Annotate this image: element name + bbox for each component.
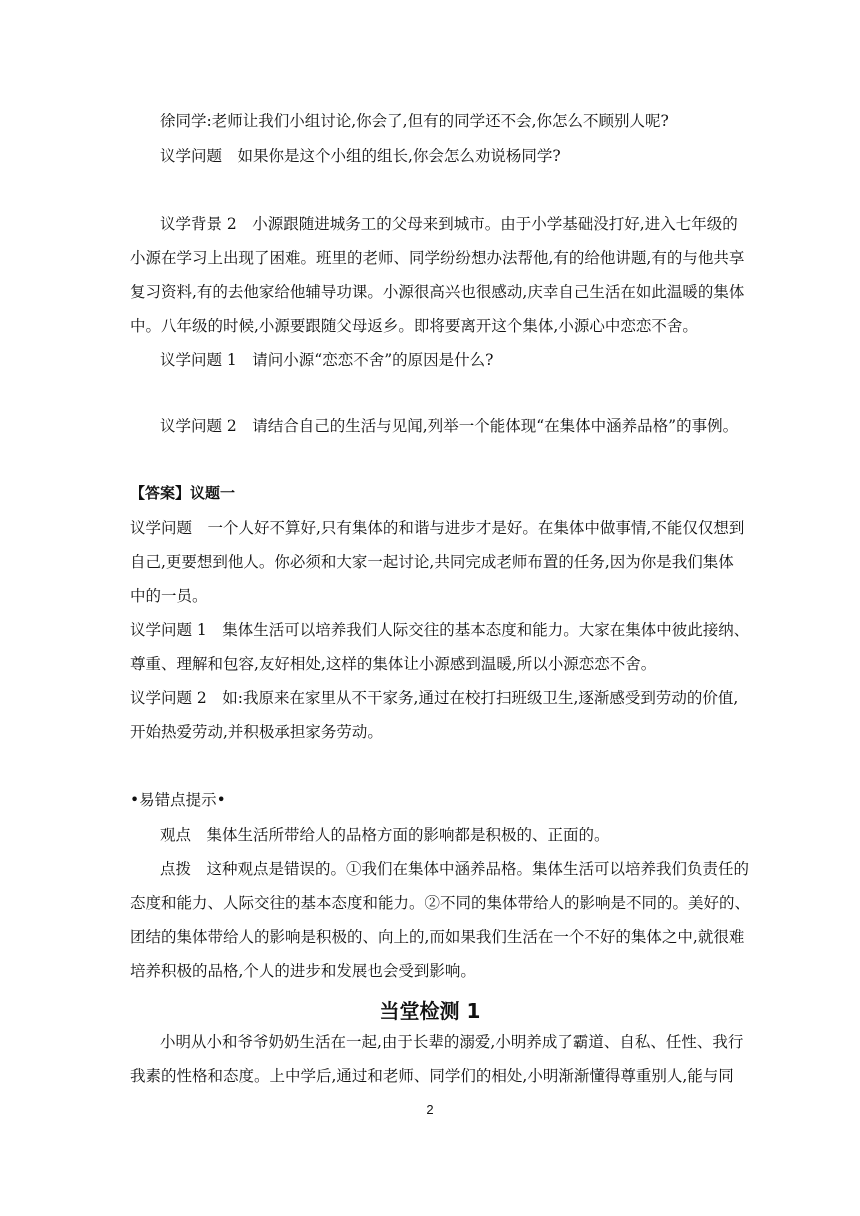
answer-q1-line-1: 议学问题 1 集体生活可以培养我们人际交往的基本态度和能力。大家在集体中彼此接纳、: [130, 621, 750, 639]
background-2-line-4: 中。八年级的时候,小源要跟随父母返乡。即将要离开这个集体,小源心中恋恋不舍。: [130, 317, 698, 335]
analysis-line-2: 态度和能力、人际交往的基本态度和能力。②不同的集体带给人的影响是不同的。美好的、: [130, 894, 751, 912]
answer-q1-line-2: 尊重、理解和包容,友好相处,这样的集体让小源感到温暖,所以小源恋恋不舍。: [130, 655, 657, 673]
answer-q2-line-2: 开始热爱劳动,并积极承担家务劳动。: [130, 723, 383, 741]
answer-q2-line-1: 议学问题 2 如:我原来在家里从不干家务,通过在校打扫班级卫生,逐渐感受到劳动的价值,: [130, 689, 739, 707]
answer-line-3: 中的一员。: [130, 587, 208, 605]
viewpoint: 观点 集体生活所带给人的品格方面的影响都是积极的、正面的。: [160, 826, 610, 844]
question-2: 议学问题 2 请结合自己的生活与见闻,列举一个能体现“在集体中涵养品格”的事例。: [160, 417, 739, 435]
answer-line-2: 自己,更要想到他人。你必须和大家一起讨论,共同完成老师布置的任务,因为你是我们集体: [130, 553, 734, 571]
background-2-line-2: 小源在学习上出现了困难。班里的老师、同学纷纷想办法帮他,有的给他讲题,有的与他共享: [130, 249, 745, 267]
question-1: 议学问题 1 请问小源“恋恋不舍”的原因是什么?: [160, 351, 494, 369]
analysis-line-3: 团结的集体带给人的影响是积极的、向上的,而如果我们生活在一个不好的集体之中,就很难: [130, 928, 745, 946]
exercise-line-1: 小明从小和爷爷奶奶生活在一起,由于长辈的溺爱,小明养成了霸道、自私、任性、我行: [160, 1033, 744, 1051]
question-persuade: 议学问题 如果你是这个小组的组长,你会怎么劝说杨同学?: [160, 147, 561, 165]
mistake-tip-heading: •易错点提示•: [130, 791, 226, 809]
exercise-line-2: 我素的性格和态度。上中学后,通过和老师、同学们的相处,小明渐渐懂得尊重别人,能与同: [130, 1067, 734, 1085]
section-title: 当堂检测 1: [379, 999, 481, 1023]
background-2-line-1: 议学背景 2 小源跟随进城务工的父母来到城市。由于小学基础没打好,进入七年级的: [160, 215, 738, 233]
page-number: 2: [426, 1102, 434, 1117]
dialogue-xu: 徐同学:老师让我们小组讨论,你会了,但有的同学还不会,你怎么不顾别人呢?: [160, 112, 669, 130]
analysis-line-1: 点拨 这种观点是错误的。①我们在集体中涵养品格。集体生活可以培养我们负责任的: [160, 860, 750, 878]
answer-line-1: 议学问题 一个人好不算好,只有集体的和谐与进步才是好。在集体中做事情,不能仅仅想到: [130, 519, 745, 537]
answer-heading: 【答案】议题一: [130, 484, 236, 502]
analysis-line-4: 培养积极的品格,个人的进步和发展也会受到影响。: [130, 962, 476, 980]
background-2-line-3: 复习资料,有的去他家给他辅导功课。小源很高兴也很感动,庆幸自己生活在如此温暖的集体: [130, 283, 745, 301]
